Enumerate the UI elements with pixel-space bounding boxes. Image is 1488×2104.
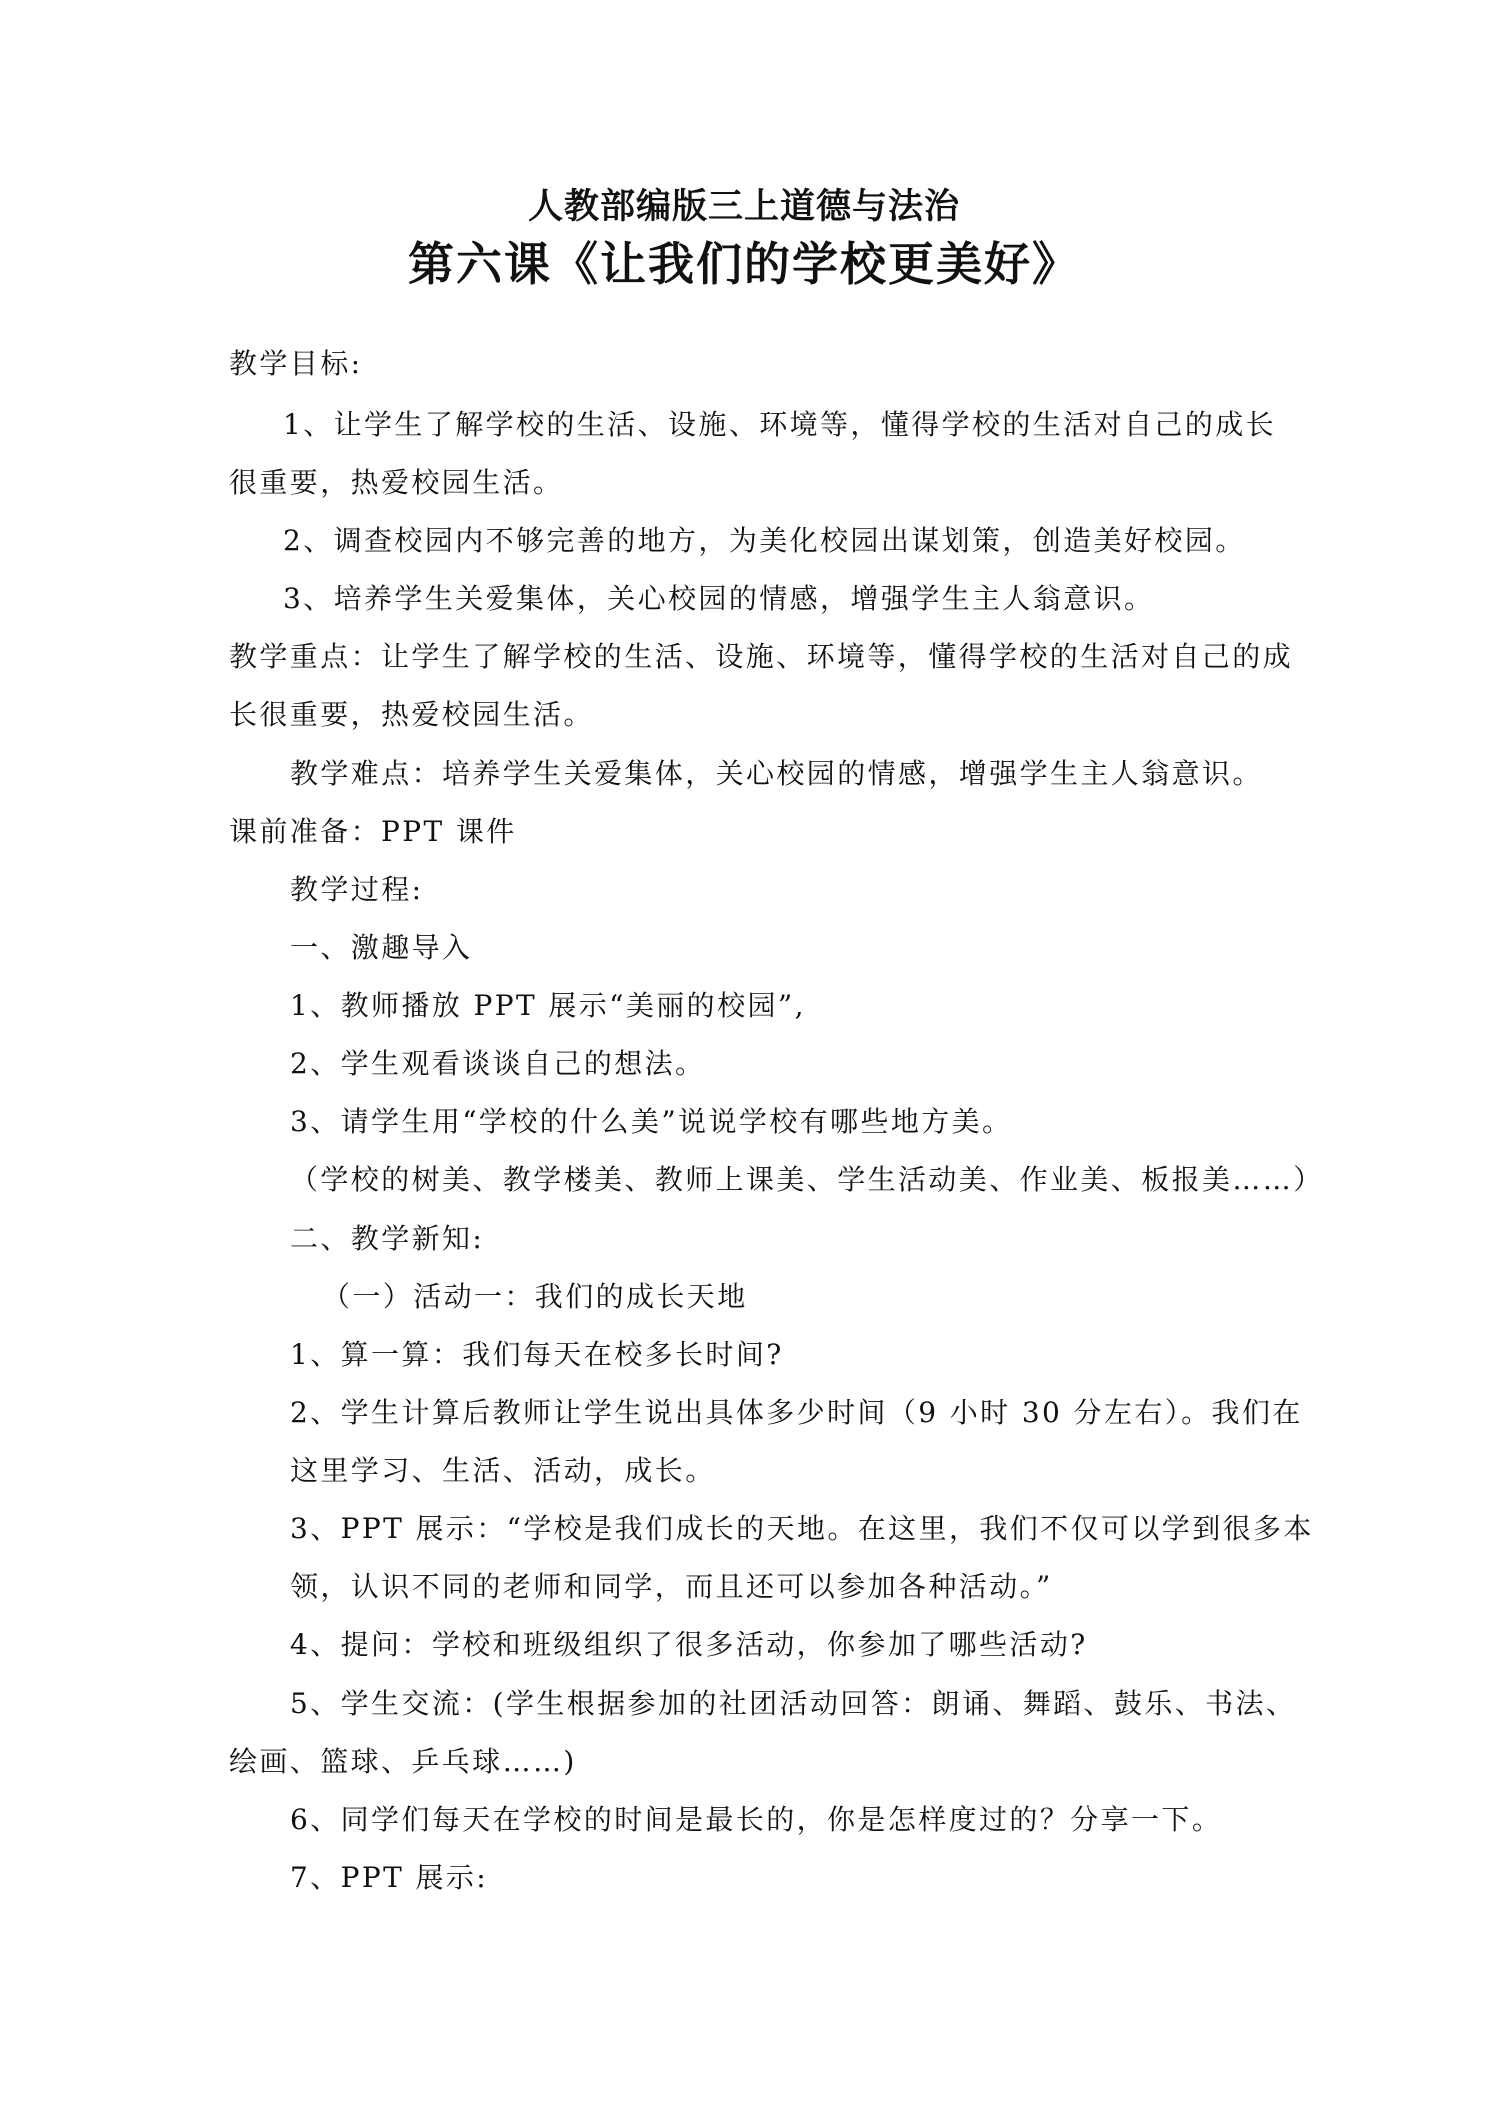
paragraph-line: 1、算一算：我们每天在校多长时间?	[290, 1338, 784, 1371]
document-subject-title: 人教部编版三上道德与法治	[527, 187, 960, 227]
paragraph-line: 6、同学们每天在学校的时间是最长的，你是怎样度过的？分享一下。	[290, 1803, 1223, 1836]
section-heading-objectives: 教学目标:	[229, 347, 363, 380]
paragraph-line: 1、让学生了解学校的生活、设施、环境等，懂得学校的生活对自己的成长	[283, 408, 1277, 441]
paragraph-line: 1、教师播放 PPT 展示“美丽的校园”,	[290, 989, 806, 1022]
paragraph-line: 4、提问：学校和班级组织了很多活动，你参加了哪些活动?	[290, 1628, 1088, 1661]
paragraph-line: 3、培养学生关爱集体，关心校园的情感，增强学生主人翁意识。	[283, 582, 1155, 615]
paragraph-line: 2、调查校园内不够完善的地方，为美化校园出谋划策，创造美好校园。	[283, 524, 1246, 557]
section-heading-process: 教学过程:	[290, 873, 424, 906]
paragraph-line: 教学难点：培养学生关爱集体，关心校园的情感，增强学生主人翁意识。	[290, 757, 1263, 790]
paragraph-line: 绘画、篮球、乒乓球……)	[229, 1745, 577, 1778]
paragraph-line: 5、学生交流：(学生根据参加的社团活动回答：朗诵、舞蹈、鼓乐、书法、	[290, 1687, 1297, 1720]
paragraph-line: 领，认识不同的老师和同学，而且还可以参加各种活动。”	[290, 1570, 1053, 1603]
paragraph-line: 7、PPT 展示:	[290, 1861, 489, 1894]
paragraph-line: 这里学习、生活、活动，成长。	[290, 1454, 716, 1487]
paragraph-line: 长很重要，热爱校园生活。	[229, 698, 594, 731]
paragraph-line: 2、学生观看谈谈自己的想法。	[290, 1047, 706, 1080]
paragraph-line: 2、学生计算后教师让学生说出具体多少时间（9 小时 30 分左右）。我们在	[290, 1396, 1303, 1429]
paragraph-line: （学校的树美、教学楼美、教师上课美、学生活动美、作业美、板报美……）	[290, 1163, 1324, 1196]
paragraph-line: 二、教学新知:	[290, 1222, 485, 1255]
paragraph-line: 课前准备：PPT 课件	[229, 815, 517, 848]
lesson-title: 第六课《让我们的学校更美好》	[408, 237, 1080, 291]
paragraph-line: 教学重点：让学生了解学校的生活、设施、环境等，懂得学校的生活对自己的成	[229, 640, 1294, 673]
paragraph-line: 3、请学生用“学校的什么美”说说学校有哪些地方美。	[290, 1105, 1013, 1138]
paragraph-line: 一、激趣导入	[290, 931, 473, 964]
paragraph-line: 很重要，热爱校园生活。	[229, 466, 564, 499]
paragraph-line: 3、PPT 展示：“学校是我们成长的天地。在这里，我们不仅可以学到很多本	[290, 1512, 1314, 1545]
paragraph-line: （一）活动一：我们的成长天地	[322, 1280, 748, 1313]
